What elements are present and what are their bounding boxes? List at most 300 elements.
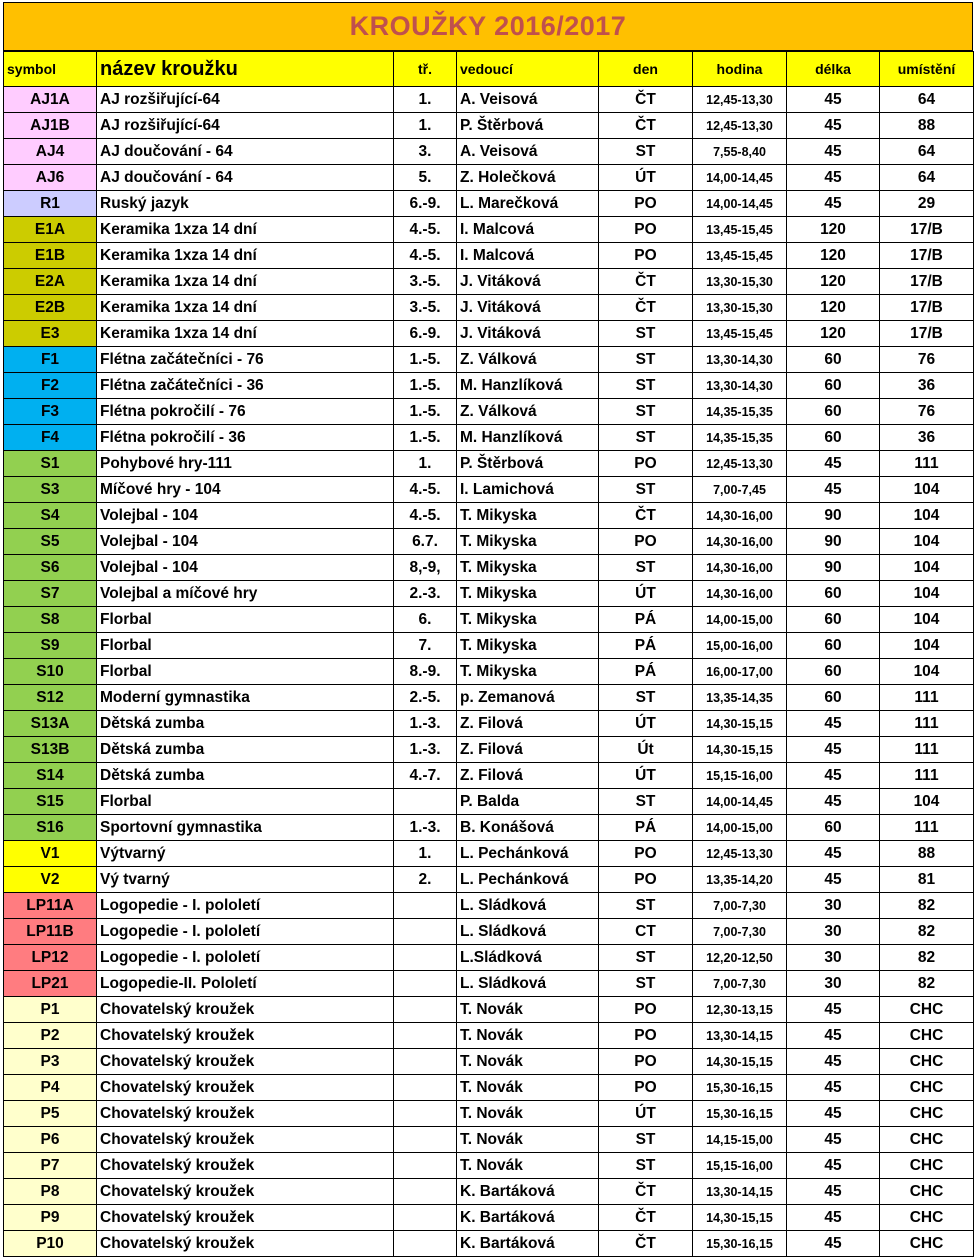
symbol-cell[interactable]: AJ1B (4, 113, 97, 139)
place-cell[interactable]: 29 (880, 191, 974, 217)
day-cell[interactable]: ÚT (599, 711, 693, 737)
length-cell[interactable]: 120 (787, 295, 880, 321)
club-name-cell[interactable]: Florbal (97, 633, 394, 659)
place-cell[interactable]: CHC (880, 1049, 974, 1075)
length-cell[interactable]: 45 (787, 789, 880, 815)
club-name-cell[interactable]: Volejbal - 104 (97, 529, 394, 555)
club-name-cell[interactable]: Chovatelský kroužek (97, 1101, 394, 1127)
grade-cell[interactable] (394, 893, 457, 919)
grade-cell[interactable] (394, 1153, 457, 1179)
hour-cell[interactable]: 14,30-16,00 (693, 503, 787, 529)
col-header-name[interactable]: název kroužku (97, 52, 394, 87)
place-cell[interactable]: 104 (880, 659, 974, 685)
leader-cell[interactable]: P. Štěrbová (457, 451, 599, 477)
length-cell[interactable]: 60 (787, 373, 880, 399)
length-cell[interactable]: 60 (787, 581, 880, 607)
club-name-cell[interactable]: Výtvarný (97, 841, 394, 867)
length-cell[interactable]: 120 (787, 243, 880, 269)
day-cell[interactable]: ČT (599, 87, 693, 113)
leader-cell[interactable]: Z. Filová (457, 737, 599, 763)
leader-cell[interactable]: T. Mikyska (457, 529, 599, 555)
club-name-cell[interactable]: Ruský jazyk (97, 191, 394, 217)
length-cell[interactable]: 60 (787, 425, 880, 451)
grade-cell[interactable]: 1. (394, 841, 457, 867)
length-cell[interactable]: 45 (787, 1231, 880, 1257)
place-cell[interactable]: CHC (880, 1231, 974, 1257)
hour-cell[interactable]: 7,00-7,30 (693, 971, 787, 997)
day-cell[interactable]: PO (599, 841, 693, 867)
club-name-cell[interactable]: AJ rozšiřující-64 (97, 87, 394, 113)
leader-cell[interactable]: T. Mikyska (457, 607, 599, 633)
place-cell[interactable]: 104 (880, 581, 974, 607)
symbol-cell[interactable]: S16 (4, 815, 97, 841)
hour-cell[interactable]: 14,00-14,45 (693, 191, 787, 217)
place-cell[interactable]: 111 (880, 737, 974, 763)
symbol-cell[interactable]: F3 (4, 399, 97, 425)
length-cell[interactable]: 90 (787, 555, 880, 581)
club-name-cell[interactable]: Volejbal a míčové hry (97, 581, 394, 607)
club-name-cell[interactable]: Flétna začátečníci - 76 (97, 347, 394, 373)
club-name-cell[interactable]: Keramika 1xza 14 dní (97, 269, 394, 295)
grade-cell[interactable]: 6. (394, 607, 457, 633)
symbol-cell[interactable]: P5 (4, 1101, 97, 1127)
day-cell[interactable]: ČT (599, 1179, 693, 1205)
leader-cell[interactable]: P. Balda (457, 789, 599, 815)
length-cell[interactable]: 45 (787, 737, 880, 763)
grade-cell[interactable]: 1.-3. (394, 737, 457, 763)
hour-cell[interactable]: 16,00-17,00 (693, 659, 787, 685)
length-cell[interactable]: 30 (787, 919, 880, 945)
length-cell[interactable]: 60 (787, 659, 880, 685)
leader-cell[interactable]: L. Marečková (457, 191, 599, 217)
symbol-cell[interactable]: LP11A (4, 893, 97, 919)
symbol-cell[interactable]: S15 (4, 789, 97, 815)
col-header-length[interactable]: délka (787, 52, 880, 87)
hour-cell[interactable]: 12,30-13,15 (693, 997, 787, 1023)
place-cell[interactable]: 36 (880, 425, 974, 451)
length-cell[interactable]: 45 (787, 763, 880, 789)
day-cell[interactable]: ST (599, 139, 693, 165)
club-name-cell[interactable]: Chovatelský kroužek (97, 1179, 394, 1205)
length-cell[interactable]: 60 (787, 347, 880, 373)
grade-cell[interactable]: 1.-5. (394, 347, 457, 373)
leader-cell[interactable]: Z. Válková (457, 399, 599, 425)
length-cell[interactable]: 45 (787, 1049, 880, 1075)
hour-cell[interactable]: 14,35-15,35 (693, 399, 787, 425)
place-cell[interactable]: 64 (880, 139, 974, 165)
club-name-cell[interactable]: Sportovní gymnastika (97, 815, 394, 841)
hour-cell[interactable]: 7,55-8,40 (693, 139, 787, 165)
leader-cell[interactable]: A. Veisová (457, 87, 599, 113)
hour-cell[interactable]: 13,45-15,45 (693, 217, 787, 243)
symbol-cell[interactable]: F2 (4, 373, 97, 399)
leader-cell[interactable]: L. Sládková (457, 919, 599, 945)
day-cell[interactable]: ST (599, 347, 693, 373)
length-cell[interactable]: 30 (787, 893, 880, 919)
length-cell[interactable]: 45 (787, 997, 880, 1023)
leader-cell[interactable]: K. Bartáková (457, 1231, 599, 1257)
leader-cell[interactable]: I. Malcová (457, 243, 599, 269)
length-cell[interactable]: 30 (787, 971, 880, 997)
day-cell[interactable]: PO (599, 1075, 693, 1101)
symbol-cell[interactable]: P1 (4, 997, 97, 1023)
day-cell[interactable]: ČT (599, 269, 693, 295)
day-cell[interactable]: ST (599, 321, 693, 347)
place-cell[interactable]: 36 (880, 373, 974, 399)
symbol-cell[interactable]: AJ6 (4, 165, 97, 191)
leader-cell[interactable]: J. Vitáková (457, 321, 599, 347)
day-cell[interactable]: PO (599, 191, 693, 217)
length-cell[interactable]: 45 (787, 477, 880, 503)
symbol-cell[interactable]: V1 (4, 841, 97, 867)
length-cell[interactable]: 45 (787, 1179, 880, 1205)
day-cell[interactable]: ČT (599, 113, 693, 139)
leader-cell[interactable]: I. Malcová (457, 217, 599, 243)
grade-cell[interactable]: 3. (394, 139, 457, 165)
grade-cell[interactable]: 6.-9. (394, 191, 457, 217)
grade-cell[interactable] (394, 945, 457, 971)
symbol-cell[interactable]: S12 (4, 685, 97, 711)
place-cell[interactable]: 111 (880, 815, 974, 841)
hour-cell[interactable]: 13,30-14,30 (693, 373, 787, 399)
club-name-cell[interactable]: Moderní gymnastika (97, 685, 394, 711)
leader-cell[interactable]: L.Sládková (457, 945, 599, 971)
day-cell[interactable]: PÁ (599, 607, 693, 633)
symbol-cell[interactable]: AJ1A (4, 87, 97, 113)
leader-cell[interactable]: T. Mikyska (457, 503, 599, 529)
day-cell[interactable]: PO (599, 997, 693, 1023)
length-cell[interactable]: 45 (787, 1127, 880, 1153)
leader-cell[interactable]: Z. Filová (457, 763, 599, 789)
place-cell[interactable]: CHC (880, 1153, 974, 1179)
symbol-cell[interactable]: P4 (4, 1075, 97, 1101)
leader-cell[interactable]: K. Bartáková (457, 1179, 599, 1205)
leader-cell[interactable]: T. Novák (457, 1127, 599, 1153)
length-cell[interactable]: 60 (787, 685, 880, 711)
day-cell[interactable]: PÁ (599, 815, 693, 841)
symbol-cell[interactable]: S8 (4, 607, 97, 633)
leader-cell[interactable]: L. Pechánková (457, 867, 599, 893)
grade-cell[interactable]: 6.7. (394, 529, 457, 555)
place-cell[interactable]: 104 (880, 789, 974, 815)
symbol-cell[interactable]: E1B (4, 243, 97, 269)
day-cell[interactable]: ST (599, 789, 693, 815)
hour-cell[interactable]: 13,30-15,30 (693, 295, 787, 321)
club-name-cell[interactable]: Chovatelský kroužek (97, 1049, 394, 1075)
symbol-cell[interactable]: S1 (4, 451, 97, 477)
club-name-cell[interactable]: AJ doučování - 64 (97, 139, 394, 165)
hour-cell[interactable]: 13,30-14,30 (693, 347, 787, 373)
place-cell[interactable]: 17/B (880, 295, 974, 321)
hour-cell[interactable]: 12,45-13,30 (693, 841, 787, 867)
hour-cell[interactable]: 14,00-15,00 (693, 607, 787, 633)
hour-cell[interactable]: 14,30-15,15 (693, 737, 787, 763)
place-cell[interactable]: 82 (880, 893, 974, 919)
place-cell[interactable]: 104 (880, 529, 974, 555)
leader-cell[interactable]: J. Vitáková (457, 295, 599, 321)
leader-cell[interactable]: T. Mikyska (457, 555, 599, 581)
leader-cell[interactable]: L. Pechánková (457, 841, 599, 867)
day-cell[interactable]: PO (599, 217, 693, 243)
place-cell[interactable]: 111 (880, 451, 974, 477)
symbol-cell[interactable]: E2A (4, 269, 97, 295)
length-cell[interactable]: 45 (787, 867, 880, 893)
day-cell[interactable]: ST (599, 945, 693, 971)
leader-cell[interactable]: L. Sládková (457, 893, 599, 919)
club-name-cell[interactable]: Logopedie - I. pololetí (97, 893, 394, 919)
grade-cell[interactable] (394, 971, 457, 997)
length-cell[interactable]: 30 (787, 945, 880, 971)
place-cell[interactable]: 64 (880, 87, 974, 113)
symbol-cell[interactable]: S5 (4, 529, 97, 555)
club-name-cell[interactable]: Flétna začátečníci - 36 (97, 373, 394, 399)
symbol-cell[interactable]: S13A (4, 711, 97, 737)
hour-cell[interactable]: 14,30-16,00 (693, 529, 787, 555)
club-name-cell[interactable]: Dětská zumba (97, 737, 394, 763)
place-cell[interactable]: 104 (880, 477, 974, 503)
place-cell[interactable]: 111 (880, 763, 974, 789)
symbol-cell[interactable]: R1 (4, 191, 97, 217)
hour-cell[interactable]: 15,15-16,00 (693, 1153, 787, 1179)
symbol-cell[interactable]: F1 (4, 347, 97, 373)
length-cell[interactable]: 90 (787, 503, 880, 529)
day-cell[interactable]: ST (599, 893, 693, 919)
place-cell[interactable]: 17/B (880, 243, 974, 269)
hour-cell[interactable]: 12,20-12,50 (693, 945, 787, 971)
length-cell[interactable]: 60 (787, 815, 880, 841)
hour-cell[interactable]: 14,30-15,15 (693, 711, 787, 737)
place-cell[interactable]: CHC (880, 1075, 974, 1101)
place-cell[interactable]: 64 (880, 165, 974, 191)
grade-cell[interactable]: 1.-3. (394, 815, 457, 841)
day-cell[interactable]: ST (599, 971, 693, 997)
club-name-cell[interactable]: Vý tvarný (97, 867, 394, 893)
hour-cell[interactable]: 14,35-15,35 (693, 425, 787, 451)
grade-cell[interactable] (394, 1205, 457, 1231)
club-name-cell[interactable]: Chovatelský kroužek (97, 1023, 394, 1049)
symbol-cell[interactable]: LP11B (4, 919, 97, 945)
day-cell[interactable]: ST (599, 477, 693, 503)
club-name-cell[interactable]: Volejbal - 104 (97, 555, 394, 581)
length-cell[interactable]: 45 (787, 113, 880, 139)
place-cell[interactable]: CHC (880, 1179, 974, 1205)
hour-cell[interactable]: 13,35-14,35 (693, 685, 787, 711)
leader-cell[interactable]: T. Novák (457, 1075, 599, 1101)
place-cell[interactable]: 88 (880, 113, 974, 139)
grade-cell[interactable]: 4.-5. (394, 477, 457, 503)
hour-cell[interactable]: 13,35-14,20 (693, 867, 787, 893)
leader-cell[interactable]: M. Hanzlíková (457, 373, 599, 399)
club-name-cell[interactable]: Míčové hry - 104 (97, 477, 394, 503)
symbol-cell[interactable]: F4 (4, 425, 97, 451)
grade-cell[interactable]: 1.-5. (394, 373, 457, 399)
club-name-cell[interactable]: Dětská zumba (97, 763, 394, 789)
grade-cell[interactable]: 5. (394, 165, 457, 191)
symbol-cell[interactable]: V2 (4, 867, 97, 893)
length-cell[interactable]: 90 (787, 529, 880, 555)
grade-cell[interactable] (394, 789, 457, 815)
place-cell[interactable]: CHC (880, 1101, 974, 1127)
symbol-cell[interactable]: P7 (4, 1153, 97, 1179)
place-cell[interactable]: 111 (880, 685, 974, 711)
hour-cell[interactable]: 14,30-16,00 (693, 581, 787, 607)
place-cell[interactable]: 76 (880, 399, 974, 425)
place-cell[interactable]: 17/B (880, 269, 974, 295)
place-cell[interactable]: 17/B (880, 321, 974, 347)
leader-cell[interactable]: T. Mikyska (457, 633, 599, 659)
symbol-cell[interactable]: S4 (4, 503, 97, 529)
symbol-cell[interactable]: E2B (4, 295, 97, 321)
club-name-cell[interactable]: Chovatelský kroužek (97, 1205, 394, 1231)
length-cell[interactable]: 45 (787, 711, 880, 737)
club-name-cell[interactable]: Florbal (97, 659, 394, 685)
day-cell[interactable]: ST (599, 1153, 693, 1179)
length-cell[interactable]: 45 (787, 1075, 880, 1101)
grade-cell[interactable]: 2.-3. (394, 581, 457, 607)
day-cell[interactable]: PÁ (599, 659, 693, 685)
day-cell[interactable]: ÚT (599, 1101, 693, 1127)
grade-cell[interactable]: 3.-5. (394, 295, 457, 321)
day-cell[interactable]: Út (599, 737, 693, 763)
length-cell[interactable]: 45 (787, 1101, 880, 1127)
place-cell[interactable]: 104 (880, 607, 974, 633)
symbol-cell[interactable]: P10 (4, 1231, 97, 1257)
place-cell[interactable]: CHC (880, 1127, 974, 1153)
day-cell[interactable]: PÁ (599, 633, 693, 659)
symbol-cell[interactable]: P8 (4, 1179, 97, 1205)
club-name-cell[interactable]: Volejbal - 104 (97, 503, 394, 529)
grade-cell[interactable] (394, 1101, 457, 1127)
place-cell[interactable]: 81 (880, 867, 974, 893)
day-cell[interactable]: ST (599, 685, 693, 711)
leader-cell[interactable]: J. Vitáková (457, 269, 599, 295)
hour-cell[interactable]: 12,45-13,30 (693, 87, 787, 113)
leader-cell[interactable]: p. Zemanová (457, 685, 599, 711)
symbol-cell[interactable]: S9 (4, 633, 97, 659)
symbol-cell[interactable]: P3 (4, 1049, 97, 1075)
symbol-cell[interactable]: S3 (4, 477, 97, 503)
leader-cell[interactable]: P. Štěrbová (457, 113, 599, 139)
symbol-cell[interactable]: S14 (4, 763, 97, 789)
place-cell[interactable]: 104 (880, 555, 974, 581)
leader-cell[interactable]: T. Novák (457, 1023, 599, 1049)
day-cell[interactable]: ČT (599, 295, 693, 321)
club-name-cell[interactable]: Pohybové hry-111 (97, 451, 394, 477)
grade-cell[interactable] (394, 1127, 457, 1153)
club-name-cell[interactable]: Chovatelský kroužek (97, 1075, 394, 1101)
symbol-cell[interactable]: LP12 (4, 945, 97, 971)
hour-cell[interactable]: 13,30-14,15 (693, 1023, 787, 1049)
day-cell[interactable]: PO (599, 1049, 693, 1075)
grade-cell[interactable]: 1.-3. (394, 711, 457, 737)
day-cell[interactable]: ST (599, 555, 693, 581)
day-cell[interactable]: ÚT (599, 581, 693, 607)
grade-cell[interactable]: 4.-5. (394, 217, 457, 243)
place-cell[interactable]: CHC (880, 997, 974, 1023)
place-cell[interactable]: CHC (880, 1023, 974, 1049)
day-cell[interactable]: PO (599, 529, 693, 555)
hour-cell[interactable]: 14,30-15,15 (693, 1049, 787, 1075)
symbol-cell[interactable]: P6 (4, 1127, 97, 1153)
grade-cell[interactable]: 7. (394, 633, 457, 659)
day-cell[interactable]: ÚT (599, 763, 693, 789)
club-name-cell[interactable]: Chovatelský kroužek (97, 1127, 394, 1153)
symbol-cell[interactable]: S6 (4, 555, 97, 581)
length-cell[interactable]: 45 (787, 165, 880, 191)
symbol-cell[interactable]: S7 (4, 581, 97, 607)
club-name-cell[interactable]: Keramika 1xza 14 dní (97, 321, 394, 347)
length-cell[interactable]: 120 (787, 217, 880, 243)
club-name-cell[interactable]: AJ rozšiřující-64 (97, 113, 394, 139)
col-header-symbol[interactable]: symbol (4, 52, 97, 87)
hour-cell[interactable]: 14,15-15,00 (693, 1127, 787, 1153)
symbol-cell[interactable]: S13B (4, 737, 97, 763)
hour-cell[interactable]: 13,30-14,15 (693, 1179, 787, 1205)
place-cell[interactable]: 76 (880, 347, 974, 373)
length-cell[interactable]: 45 (787, 1153, 880, 1179)
club-name-cell[interactable]: Keramika 1xza 14 dní (97, 217, 394, 243)
grade-cell[interactable]: 1.-5. (394, 425, 457, 451)
day-cell[interactable]: PO (599, 1023, 693, 1049)
hour-cell[interactable]: 14,00-15,00 (693, 815, 787, 841)
hour-cell[interactable]: 14,00-14,45 (693, 165, 787, 191)
col-header-day[interactable]: den (599, 52, 693, 87)
hour-cell[interactable]: 15,30-16,15 (693, 1075, 787, 1101)
hour-cell[interactable]: 15,15-16,00 (693, 763, 787, 789)
grade-cell[interactable]: 6.-9. (394, 321, 457, 347)
club-name-cell[interactable]: AJ doučování - 64 (97, 165, 394, 191)
grade-cell[interactable] (394, 1179, 457, 1205)
length-cell[interactable]: 60 (787, 607, 880, 633)
hour-cell[interactable]: 7,00-7,45 (693, 477, 787, 503)
grade-cell[interactable]: 2. (394, 867, 457, 893)
leader-cell[interactable]: A. Veisová (457, 139, 599, 165)
grade-cell[interactable] (394, 1075, 457, 1101)
place-cell[interactable]: 82 (880, 945, 974, 971)
club-name-cell[interactable]: Dětská zumba (97, 711, 394, 737)
col-header-leader[interactable]: vedoucí (457, 52, 599, 87)
grade-cell[interactable]: 8.-9. (394, 659, 457, 685)
leader-cell[interactable]: T. Novák (457, 1049, 599, 1075)
grade-cell[interactable] (394, 1049, 457, 1075)
club-name-cell[interactable]: Florbal (97, 789, 394, 815)
grade-cell[interactable] (394, 997, 457, 1023)
hour-cell[interactable]: 12,45-13,30 (693, 113, 787, 139)
symbol-cell[interactable]: E1A (4, 217, 97, 243)
hour-cell[interactable]: 15,30-16,15 (693, 1231, 787, 1257)
grade-cell[interactable]: 4.-5. (394, 503, 457, 529)
length-cell[interactable]: 45 (787, 139, 880, 165)
club-name-cell[interactable]: Flétna pokročilí - 36 (97, 425, 394, 451)
length-cell[interactable]: 45 (787, 1023, 880, 1049)
club-name-cell[interactable]: Keramika 1xza 14 dní (97, 243, 394, 269)
place-cell[interactable]: 88 (880, 841, 974, 867)
hour-cell[interactable]: 15,30-16,15 (693, 1101, 787, 1127)
place-cell[interactable]: 82 (880, 919, 974, 945)
grade-cell[interactable]: 1.-5. (394, 399, 457, 425)
grade-cell[interactable] (394, 1231, 457, 1257)
leader-cell[interactable]: I. Lamichová (457, 477, 599, 503)
day-cell[interactable]: ÚT (599, 165, 693, 191)
hour-cell[interactable]: 13,45-15,45 (693, 321, 787, 347)
day-cell[interactable]: PO (599, 451, 693, 477)
symbol-cell[interactable]: P2 (4, 1023, 97, 1049)
length-cell[interactable]: 60 (787, 633, 880, 659)
hour-cell[interactable]: 14,30-15,15 (693, 1205, 787, 1231)
place-cell[interactable]: 111 (880, 711, 974, 737)
day-cell[interactable]: ST (599, 1127, 693, 1153)
grade-cell[interactable] (394, 919, 457, 945)
